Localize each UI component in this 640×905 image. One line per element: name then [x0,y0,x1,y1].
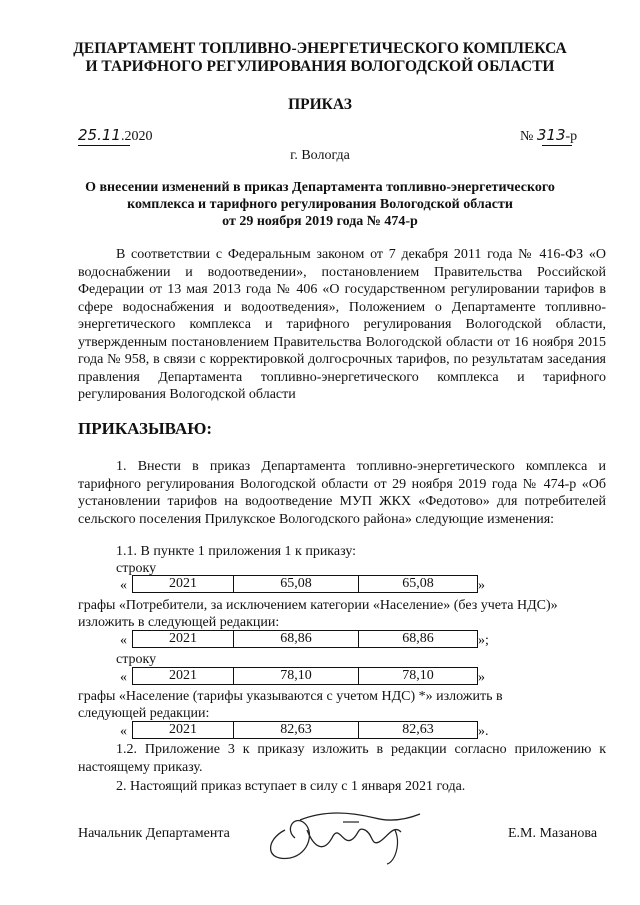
stroku-label-2: строку [116,652,157,667]
grafy1-line2: изложить в следующей редакции: [78,615,280,630]
quote-open-1: « [120,578,127,593]
item-1-2 [78,741,606,776]
quote-open-2: « [120,633,127,648]
doc-title [60,179,580,230]
org-name-line1: ДЕПАРТАМЕНТ ТОПЛИВНО-ЭНЕРГЕТИЧЕСКОГО КОМПЛЕКСА [73,40,567,57]
preamble-text: В соответствии с Федеральным законом от 7 декабря 2011 года № 416-ФЗ «О водоснабжении и водоотведении», постановлением Правительства Российской Федерации от 13 мая 2013 года № 406 «О государственном регулировании тарифов в сфере водоснабжения и водоотведения», Положением о Департаменте топливно-энергетического комплекса и тарифного регулирования Вологодской области, утвержденным постановлением Правительства Вологодской области от 16 ноября 2015 года № 958, в связи с корректировкой долгосрочных тарифов, по результатам заседания правления Департамента топливно-энергетического комплекса и тарифного регулирования Вологодской области [78,247,606,402]
value-cell: 82,63 [359,722,478,739]
preamble [78,246,606,404]
item-2: 2. Настоящий приказ вступает в силу с 1 января 2021 года. [116,779,466,794]
value-cell: 68,86 [359,631,478,648]
quote-close-2: »; [478,633,489,648]
title-line3: от 29 ноября 2019 года № 474-р [222,214,418,229]
city: г. Вологда [290,148,350,163]
number-handwritten: 313 [536,126,566,144]
number-suffix: -р [565,129,578,144]
value-cell: 65,08 [359,576,478,593]
year-cell: 2021 [133,576,234,593]
grafy2-line2: следующей редакции: [78,706,210,721]
item-1 [78,458,606,528]
item-1-text: 1. Внести в приказ Департамента топливно-энергетического комплекса и тарифного регулирования Вологодской области от 29 ноября 2019 года № 474-р «Об установлении тарифов на водоотведение МУП ЖКХ «Федотово» для потребителей сельского поселения Прилукское Вологодского района» следующие изменения: [78,459,606,527]
org-name-line2: И ТАРИФНОГО РЕГУЛИРОВАНИЯ ВОЛОГОДСКОЙ ОБЛАСТИ [85,58,555,75]
quote-open-3: « [120,670,127,685]
quote-open-4: « [120,724,127,739]
handwritten-signature [255,800,435,870]
quote-close-1: » [478,578,485,593]
value-cell: 78,10 [234,668,359,685]
year-cell: 2021 [133,668,234,685]
date-underline [78,145,130,146]
signatory-position: Начальник Департамента [78,826,230,841]
year-cell: 2021 [133,722,234,739]
year-cell: 2021 [133,631,234,648]
values-row-1 [132,575,478,593]
doc-type: ПРИКАЗ [288,96,352,113]
date-handwritten: 25.11 [78,126,121,144]
values-row-3 [132,667,478,685]
value-cell: 68,86 [234,631,359,648]
number-prefix: № [520,129,534,144]
value-cell: 82,63 [234,722,359,739]
grafy1-line1: графы «Потребители, за исключением категории «Население» (без учета НДС)» [78,598,558,613]
date-field [78,127,152,145]
title-line1: О внесении изменений в приказ Департамента топливно-энергетического [85,180,555,195]
doc-number [520,127,577,145]
number-underline [542,145,572,146]
values-row-2 [132,630,478,648]
title-line2: комплекса и тарифного регулирования Вологодской области [127,197,513,212]
signatory-name: Е.М. Мазанова [508,826,598,841]
stroku-label-1: строку [116,561,157,576]
value-cell: 65,08 [234,576,359,593]
order-word: ПРИКАЗЫВАЮ: [78,419,213,438]
value-cell: 78,10 [359,668,478,685]
quote-close-3: » [478,670,485,685]
values-row-4 [132,721,478,739]
date-year: .2020 [120,129,153,144]
quote-close-4: ». [478,724,489,739]
grafy2-line1-wrap [78,688,606,705]
item-1-1: 1.1. В пункте 1 приложения 1 к приказу: [116,544,357,559]
item-1-2-text: 1.2. Приложение 3 к приказу изложить в редакции согласно приложению к настоящему приказу. [78,742,606,775]
grafy2-line1: графы «Население (тарифы указываются с учетом НДС) *» изложить в [78,689,503,704]
